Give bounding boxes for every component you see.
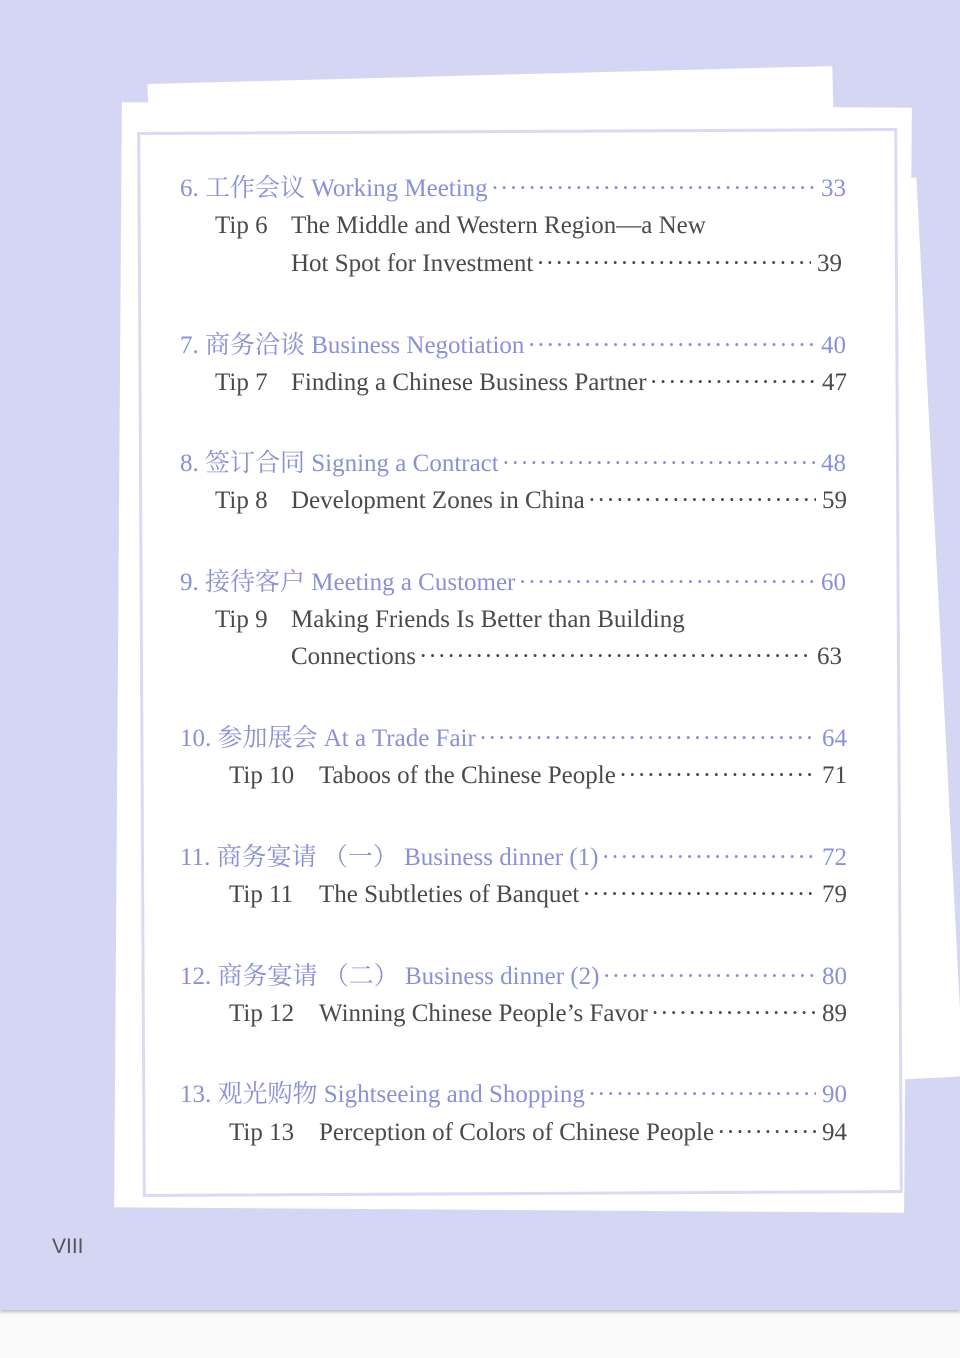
dot-leader: [602, 963, 816, 991]
page-number: 40: [821, 332, 846, 359]
toc-tip-6[interactable]: [215, 212, 706, 240]
tip-label: Tip 7: [215, 369, 268, 396]
tip-label: Tip 13: [229, 1119, 295, 1146]
dot-leader: [479, 725, 816, 753]
dot-leader: [588, 487, 816, 515]
chapter-title: 11. 商务宴请 （一） Business dinner (1): [180, 844, 599, 871]
chapter-title: 8. 签订合同 Signing a Contract: [180, 450, 499, 477]
tip-title: The Middle and Western Region—a New: [291, 212, 706, 239]
tip-label: Tip 10: [229, 762, 295, 789]
chapter-title: 13. 观光购物 Sightseeing and Shopping: [180, 1081, 585, 1108]
page-number: 47: [822, 369, 847, 396]
page-number: 79: [822, 881, 847, 908]
chapter-title: 6. 工作会议 Working Meeting: [180, 175, 488, 202]
dot-leader: [527, 332, 815, 360]
toc-chapter-11[interactable]: [180, 837, 847, 873]
tip-title: Making Friends Is Better than Building: [291, 606, 685, 633]
folio-page-number: VIII: [52, 1235, 84, 1258]
toc-tip-12[interactable]: [229, 1000, 847, 1028]
toc-tip-11[interactable]: [229, 881, 847, 909]
page-number: 72: [822, 844, 847, 871]
page-number: 64: [822, 725, 847, 752]
toc-tip-7[interactable]: [215, 369, 847, 397]
toc-tip-10[interactable]: [229, 762, 847, 790]
dot-leader: [650, 369, 816, 397]
page-number: 89: [822, 1000, 847, 1027]
toc-tip-8[interactable]: [215, 487, 847, 515]
tip-label: Tip 12: [229, 1000, 295, 1027]
tip-label: Tip 9: [215, 606, 268, 633]
tip-title: Finding a Chinese Business Partner: [291, 369, 647, 396]
chapter-title: 9. 接待客户 Meeting a Customer: [180, 569, 516, 596]
tip-title-cont: Connections: [291, 643, 416, 670]
dot-leader: [582, 881, 816, 909]
tip-label: Tip 6: [215, 212, 268, 239]
dot-leader: [651, 1000, 816, 1028]
toc-chapter-7[interactable]: [180, 325, 846, 361]
page-number: 90: [822, 1081, 847, 1108]
tip-title-cont: Hot Spot for Investment: [291, 250, 534, 277]
page-number: 39: [817, 250, 842, 277]
chapter-title: 12. 商务宴请 （二） Business dinner (2): [180, 963, 600, 990]
page-number: 63: [817, 643, 842, 670]
tip-title: Perception of Colors of Chinese People: [319, 1119, 715, 1146]
toc-chapter-13[interactable]: [180, 1074, 847, 1110]
chapter-title: 7. 商务洽谈 Business Negotiation: [180, 332, 525, 359]
tip-label: Tip 11: [229, 881, 294, 908]
page-number: 60: [821, 569, 846, 596]
dot-leader: [717, 1119, 816, 1147]
toc-chapter-6[interactable]: [180, 168, 846, 204]
page-number: 48: [821, 450, 846, 477]
tip-title: Winning Chinese People’s Favor: [319, 1000, 648, 1027]
dot-leader: [502, 450, 815, 478]
tip-label: Tip 8: [215, 487, 268, 514]
page-number: 71: [822, 762, 847, 789]
page-number: 94: [822, 1119, 847, 1146]
dot-leader: [518, 569, 815, 597]
dot-leader: [419, 643, 811, 671]
toc-chapter-9[interactable]: [180, 562, 846, 598]
toc-chapter-12[interactable]: [180, 956, 847, 992]
toc-tip-9[interactable]: [215, 606, 685, 634]
dot-leader: [619, 762, 816, 790]
dot-leader: [602, 844, 817, 872]
dot-leader: [536, 250, 811, 278]
dot-leader: [588, 1081, 816, 1109]
toc-tip-9-cont[interactable]: [291, 643, 842, 671]
tip-title: Development Zones in China: [291, 487, 585, 514]
toc-tip-13[interactable]: [229, 1119, 847, 1147]
page-number: 80: [822, 963, 847, 990]
page-number: 59: [822, 487, 847, 514]
tip-title: The Subtleties of Banquet: [319, 881, 580, 908]
chapter-title: 10. 参加展会 At a Trade Fair: [180, 725, 476, 752]
page-number: 33: [821, 175, 846, 202]
toc-chapter-8[interactable]: [180, 443, 846, 479]
dot-leader: [491, 175, 815, 203]
toc-chapter-10[interactable]: [180, 718, 847, 754]
tip-title: Taboos of the Chinese People: [319, 762, 616, 789]
toc-tip-6-cont[interactable]: [291, 250, 842, 278]
